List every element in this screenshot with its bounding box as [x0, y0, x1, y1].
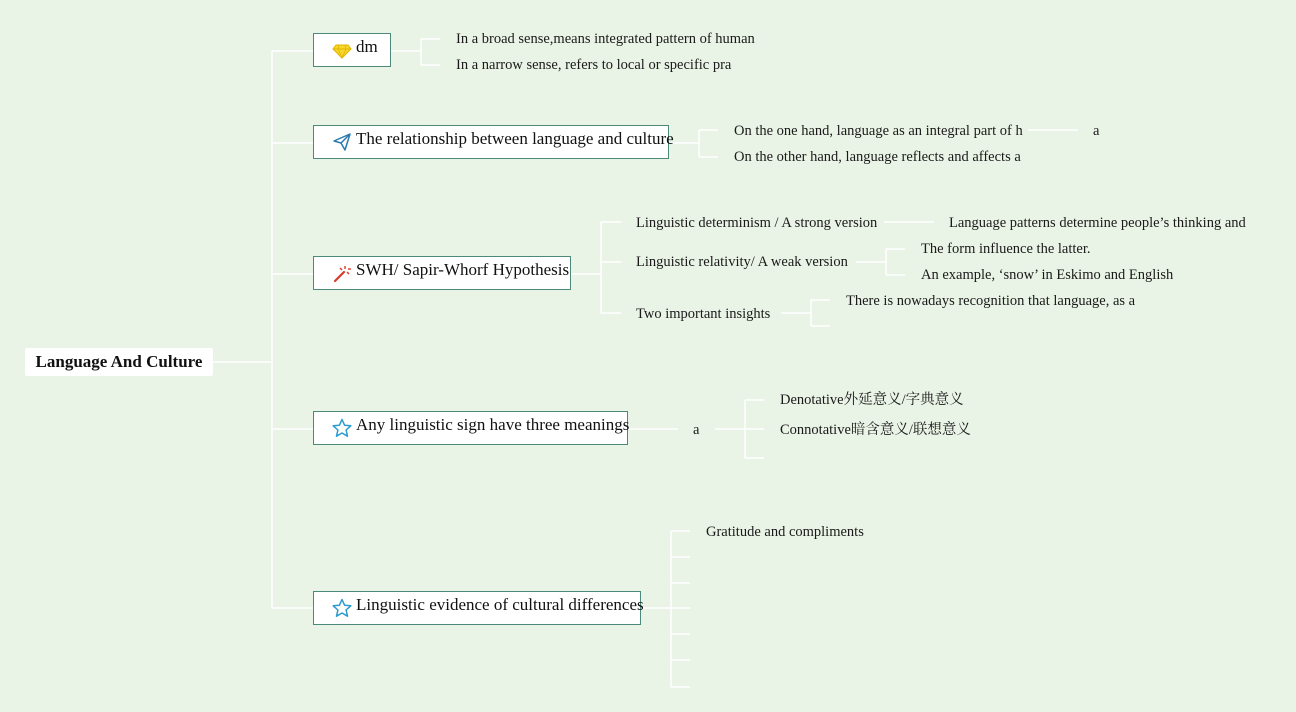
node-text[interactable]: Denotative外延意义/字典意义 — [780, 392, 964, 408]
topic-label: Linguistic evidence of cultural differences — [356, 595, 644, 614]
topic-label: The relationship between language and culture — [356, 129, 674, 148]
node-text[interactable]: On the other hand, language reflects and affects a — [734, 149, 1021, 165]
node-text[interactable]: a — [1093, 123, 1100, 139]
node-text[interactable]: In a broad sense,means integrated pattern of human — [456, 31, 755, 47]
topic-label: SWH/ Sapir-Whorf Hypothesis — [356, 260, 570, 279]
topic-node-relationship[interactable] — [313, 125, 674, 159]
root-node[interactable] — [25, 348, 213, 376]
diamond-icon — [332, 40, 352, 60]
star-icon — [332, 418, 352, 438]
topic-node-swh[interactable] — [313, 256, 571, 290]
node-text[interactable]: In a narrow sense, refers to local or specific pra — [456, 57, 732, 73]
node-text[interactable]: There is nowadays recognition that language, as a — [846, 293, 1136, 309]
topic-label: Any linguistic sign have three meanings — [356, 415, 630, 434]
topic-node-dm[interactable] — [313, 33, 391, 67]
node-text[interactable]: a — [693, 422, 700, 438]
node-text[interactable]: Two important insights — [636, 306, 771, 322]
star-icon — [332, 598, 352, 618]
node-text[interactable]: An example, ‘snow’ in Eskimo and English — [921, 267, 1174, 283]
node-text[interactable]: Language patterns determine people’s thinking and — [949, 215, 1246, 231]
paper-plane-icon — [332, 132, 352, 152]
topic-node-three-meanings[interactable] — [313, 411, 628, 445]
node-text[interactable]: The form influence the latter. — [921, 241, 1091, 257]
topic-label: dm — [356, 37, 378, 56]
node-text[interactable]: Linguistic determinism / A strong version — [636, 215, 878, 231]
root-label: Language And Culture — [35, 352, 203, 371]
magic-wand-icon — [332, 263, 352, 283]
node-text[interactable]: On the one hand, language as an integral part of h — [734, 123, 1023, 139]
topic-node-cultural-differences[interactable] — [313, 591, 644, 625]
node-text[interactable]: Gratitude and compliments — [706, 524, 864, 540]
node-text[interactable]: Connotative暗含意义/联想意义 — [780, 422, 971, 438]
node-text[interactable]: Linguistic relativity/ A weak version — [636, 254, 848, 270]
